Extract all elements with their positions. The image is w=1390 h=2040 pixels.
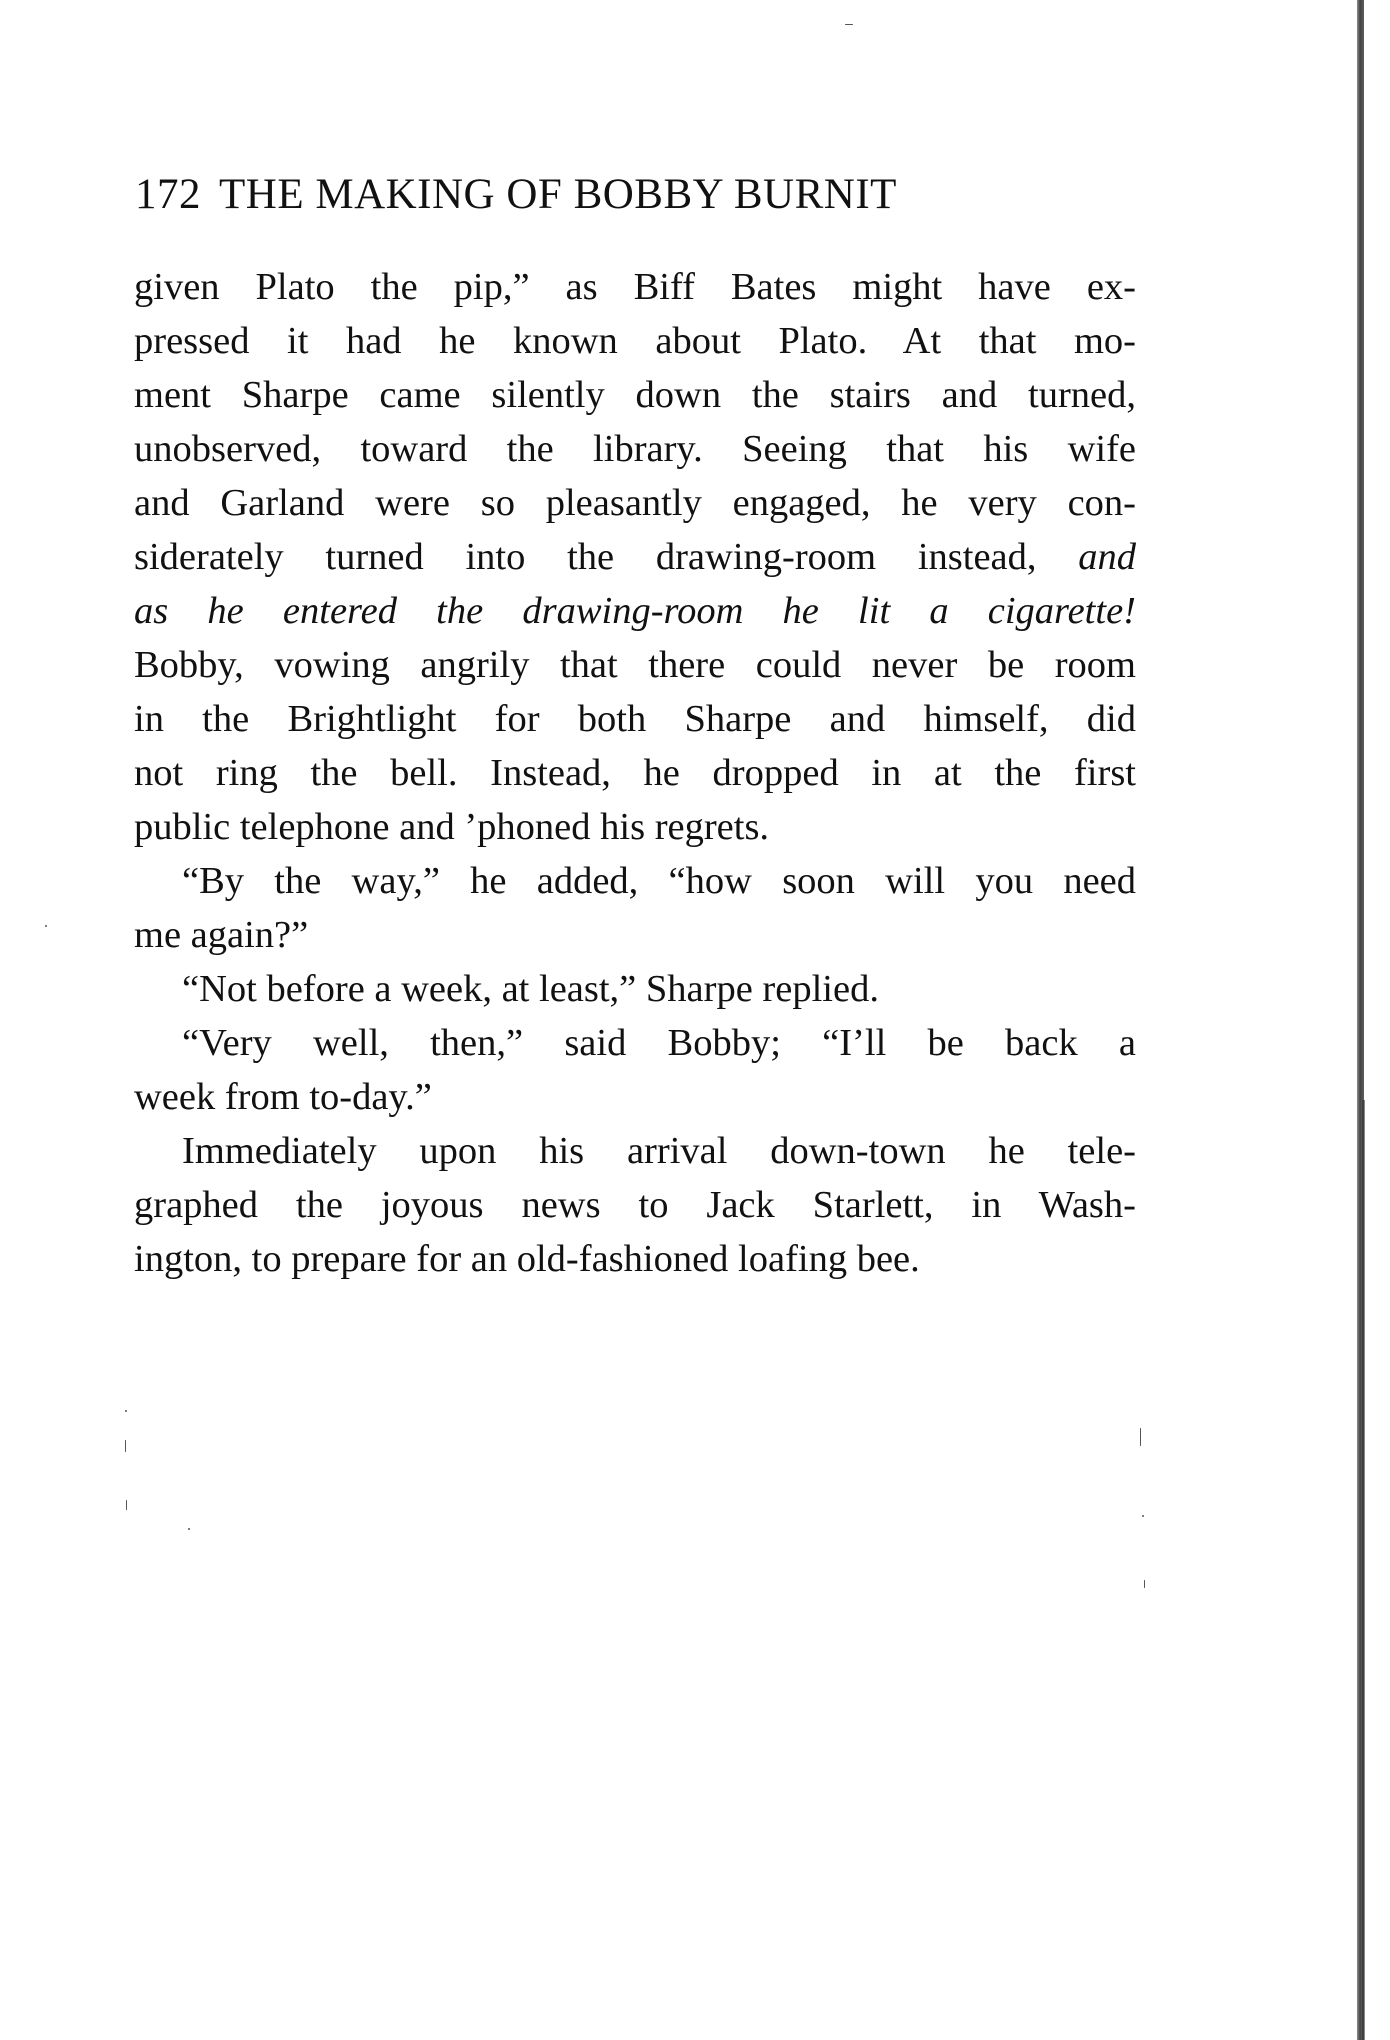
paper-speck: [845, 24, 853, 25]
paragraph-4: [134, 1016, 1136, 1124]
text-line: in the Brightlight for both Sharpe and himself, did: [134, 698, 1136, 740]
text-line: me again?”: [134, 914, 309, 956]
binding-edge-shadow-lower: [1361, 1100, 1365, 2040]
paper-speck: [125, 1410, 127, 1412]
paper-speck: [126, 1500, 127, 1510]
text-line: ment Sharpe came silently down the stairs and turned,: [134, 374, 1136, 416]
paragraph-3: [134, 962, 1136, 1016]
text-line: public telephone and ’phoned his regrets.: [134, 806, 770, 848]
text-line-roman: siderately turned into the drawing-room instead,: [134, 536, 1037, 578]
text-line: given Plato the pip,” as Biff Bates might have ex-: [134, 266, 1136, 308]
text-line-mixed: [134, 530, 1136, 584]
running-head: [135, 168, 1135, 222]
page-number: 172: [135, 171, 201, 218]
running-title: THE MAKING OF BOBBY BURNIT: [219, 171, 897, 218]
paper-speck: [188, 1528, 190, 1530]
text-line: not ring the bell. Instead, he dropped in at the first: [134, 752, 1136, 794]
text-line: “By the way,” he added, “how soon will you need: [182, 860, 1136, 902]
paragraph-1: [134, 260, 1136, 854]
text-line: “Not before a week, at least,” Sharpe replied.: [182, 968, 879, 1010]
text-line: unobserved, toward the library. Seeing that his wife: [134, 428, 1136, 470]
text-line: Immediately upon his arrival down-town he tele-: [182, 1130, 1136, 1172]
italic-line: as he entered the drawing-room he lit a cigarette!: [134, 590, 1136, 632]
body-text: [134, 260, 1136, 1286]
paragraph-5: [134, 1124, 1136, 1286]
paper-speck: [125, 1440, 126, 1452]
paper-speck: [1140, 1428, 1141, 1446]
text-line: Bobby, vowing angrily that there could never be room: [134, 644, 1136, 686]
paper-speck: [45, 925, 47, 927]
text-line: pressed it had he known about Plato. At that mo-: [134, 320, 1136, 362]
text-line: graphed the joyous news to Jack Starlett, in Wash-: [134, 1184, 1136, 1226]
text-line: week from to-day.”: [134, 1076, 432, 1118]
text-line: “Very well, then,” said Bobby; “I’ll be back a: [182, 1022, 1136, 1064]
text-line: ington, to prepare for an old-fashioned loafing bee.: [134, 1238, 920, 1280]
paper-speck: [1142, 1515, 1144, 1517]
italic-tail: and: [1078, 536, 1136, 578]
paper-speck: [1144, 1580, 1145, 1588]
paragraph-2: [134, 854, 1136, 962]
text-line: and Garland were so pleasantly engaged, he very con-: [134, 482, 1136, 524]
